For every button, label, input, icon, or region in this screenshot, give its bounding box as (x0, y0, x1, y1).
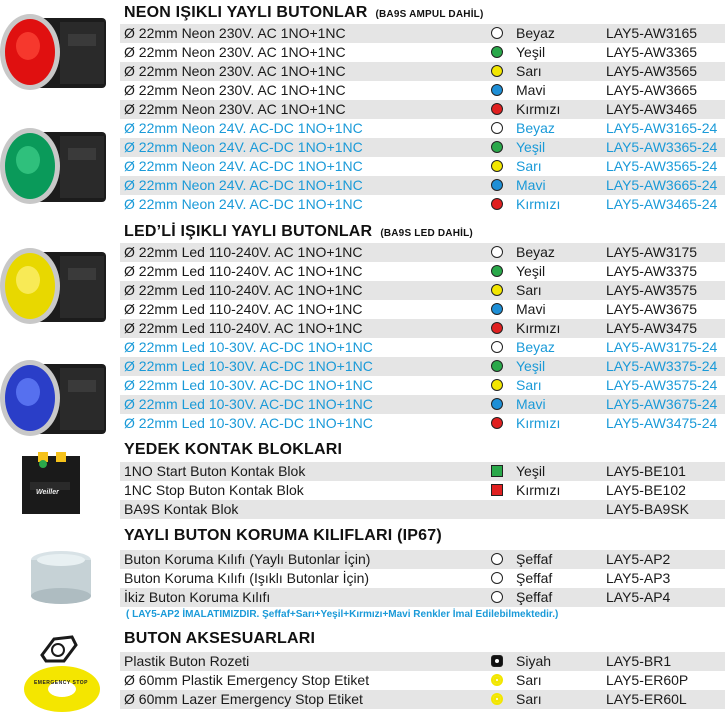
product-description: Ø 22mm Neon 230V. AC 1NO+1NC (124, 82, 346, 98)
product-color: Sarı (516, 672, 542, 688)
color-swatch-icon (491, 398, 503, 410)
table-row (120, 481, 725, 500)
button-rosette-image (36, 633, 80, 663)
color-swatch-icon (491, 417, 503, 429)
table-row (120, 395, 725, 414)
product-code: LAY5-AP2 (606, 551, 671, 567)
product-color: Beyaz (516, 25, 555, 41)
product-description: Ø 22mm Led 110-240V. AC 1NO+1NC (124, 244, 363, 260)
green-neon-button-image (0, 118, 118, 216)
product-code: LAY5-AW3165-24 (606, 120, 718, 136)
emergency-stop-label-text: EMERGENCY STOP (33, 680, 89, 686)
product-description: Ø 22mm Led 110-240V. AC 1NO+1NC (124, 263, 363, 279)
table-row (120, 414, 725, 433)
product-description: Ø 22mm Led 110-240V. AC 1NO+1NC (124, 282, 363, 298)
red-neon-button-image (0, 4, 118, 102)
product-description: Ø 22mm Neon 24V. AC-DC 1NO+1NC (124, 158, 363, 174)
product-color: Şeffaf (516, 570, 553, 586)
product-description: İkiz Buton Koruma Kılıfı (124, 589, 271, 605)
color-swatch-icon (491, 27, 503, 39)
table-row (120, 262, 725, 281)
table-row (120, 24, 725, 43)
color-swatch-icon (491, 341, 503, 353)
product-color: Mavi (516, 82, 546, 98)
product-code: LAY5-AW3575 (606, 282, 698, 298)
product-color: Şeffaf (516, 551, 553, 567)
product-description: Buton Koruma Kılıfı (Işıklı Butonlar İçin) (124, 570, 370, 586)
contacts-section-title (124, 441, 342, 459)
contacts-title-text: YEDEK KONTAK BLOKLARI (124, 441, 343, 458)
neon-title-note: (BA9S AMPUL DAHİL) (375, 9, 484, 20)
color-swatch-icon (491, 674, 503, 686)
product-color: Sarı (516, 282, 542, 298)
product-code: LAY5-BR1 (606, 653, 672, 669)
product-color: Mavi (516, 301, 546, 317)
color-swatch-icon (491, 246, 503, 258)
product-description: Ø 22mm Neon 230V. AC 1NO+1NC (124, 44, 346, 60)
led-title-note: (BA9S LED DAHİL) (380, 228, 473, 239)
product-color: Yeşil (516, 463, 546, 479)
led-section-title (124, 223, 473, 241)
product-color: Kırmızı (516, 320, 561, 336)
product-description: Ø 22mm Neon 230V. AC 1NO+1NC (124, 63, 346, 79)
covers-title-text: YAYLI BUTON KORUMA KILIFLARI (IP67) (124, 527, 442, 544)
covers-section-title (124, 527, 442, 545)
product-code: LAY5-AW3675-24 (606, 396, 718, 412)
product-description: Ø 22mm Led 10-30V. AC-DC 1NO+1NC (124, 358, 373, 374)
product-code: LAY5-AW3665 (606, 82, 698, 98)
color-swatch-icon (491, 360, 503, 372)
product-color: Sarı (516, 158, 542, 174)
accessories-title-text: BUTON AKSESUARLARI (124, 630, 316, 647)
product-color: Kırmızı (516, 196, 561, 212)
product-description: Ø 22mm Led 10-30V. AC-DC 1NO+1NC (124, 415, 373, 431)
product-code: LAY5-ER60L (606, 691, 687, 707)
product-color: Beyaz (516, 339, 555, 355)
led-title-text: LED’Lİ IŞIKLI YAYLI BUTONLAR (124, 223, 373, 240)
table-row (120, 338, 725, 357)
table-row (120, 100, 725, 119)
product-description: Plastik Buton Rozeti (124, 653, 250, 669)
product-color: Mavi (516, 177, 546, 193)
product-description: Ø 22mm Led 10-30V. AC-DC 1NO+1NC (124, 377, 373, 393)
product-description: 1NC Stop Buton Kontak Blok (124, 482, 304, 498)
neon-section-title (124, 4, 484, 22)
product-color: Sarı (516, 377, 542, 393)
product-color: Kırmızı (516, 482, 561, 498)
product-color: Kırmızı (516, 101, 561, 117)
product-code: LAY5-AW3365 (606, 44, 698, 60)
product-code: LAY5-BE102 (606, 482, 686, 498)
table-row (120, 62, 725, 81)
contact-block-image (20, 450, 86, 518)
color-swatch-icon (491, 303, 503, 315)
product-description: Ø 22mm Neon 24V. AC-DC 1NO+1NC (124, 139, 363, 155)
product-description: BA9S Kontak Blok (124, 501, 239, 517)
product-description: Ø 22mm Led 110-240V. AC 1NO+1NC (124, 320, 363, 336)
product-code: LAY5-AW3365-24 (606, 139, 718, 155)
product-code: LAY5-ER60P (606, 672, 689, 688)
table-row (120, 195, 725, 214)
product-color: Sarı (516, 63, 542, 79)
color-swatch-icon (491, 179, 503, 191)
table-row (120, 138, 725, 157)
protective-cover-image (28, 548, 94, 606)
product-color: Yeşil (516, 358, 546, 374)
table-row (120, 357, 725, 376)
product-code: LAY5-AW3475 (606, 320, 698, 336)
product-description: Ø 22mm Neon 24V. AC-DC 1NO+1NC (124, 177, 363, 193)
yellow-led-button-image (0, 238, 118, 336)
color-swatch-icon (491, 103, 503, 115)
table-row (120, 588, 725, 607)
table-row (120, 157, 725, 176)
product-color: Sarı (516, 691, 542, 707)
color-swatch-icon (491, 465, 503, 477)
product-description: Ø 22mm Neon 24V. AC-DC 1NO+1NC (124, 196, 363, 212)
table-row (120, 652, 725, 671)
table-row (120, 281, 725, 300)
color-swatch-icon (491, 198, 503, 210)
product-description: Ø 22mm Led 10-30V. AC-DC 1NO+1NC (124, 339, 373, 355)
color-swatch-icon (491, 591, 503, 603)
color-swatch-icon (491, 122, 503, 134)
product-code: LAY5-AW3175-24 (606, 339, 718, 355)
color-swatch-icon (491, 322, 503, 334)
color-swatch-icon (491, 553, 503, 565)
product-color: Yeşil (516, 263, 546, 279)
table-row (120, 243, 725, 262)
product-code: LAY5-AW3175 (606, 244, 698, 260)
covers-manufacturing-note: ( LAY5-AP2 İMALATIMIZDIR. Şeffaf+Sarı+Yeşil+Kırmızı+Mavi Renkler İmal Edilebilmektedir.) (126, 609, 559, 620)
product-description: Ø 22mm Led 10-30V. AC-DC 1NO+1NC (124, 396, 373, 412)
table-row (120, 690, 725, 709)
product-color: Kırmızı (516, 415, 561, 431)
accessories-section-title (124, 630, 315, 648)
color-swatch-icon (491, 572, 503, 584)
neon-title-text: NEON IŞIKLI YAYLI BUTONLAR (124, 4, 368, 21)
color-swatch-icon (491, 693, 503, 705)
table-row (120, 300, 725, 319)
table-row (120, 319, 725, 338)
color-swatch-icon (491, 160, 503, 172)
table-row (120, 462, 725, 481)
product-code: LAY5-BE101 (606, 463, 686, 479)
contact-block-brand: Weiller (36, 489, 59, 496)
product-code: LAY5-BA9SK (606, 501, 690, 517)
table-row (120, 81, 725, 100)
product-code: LAY5-AW3665-24 (606, 177, 718, 193)
product-description: Ø 22mm Neon 230V. AC 1NO+1NC (124, 25, 346, 41)
product-description: Ø 22mm Neon 230V. AC 1NO+1NC (124, 101, 346, 117)
product-color: Siyah (516, 653, 552, 669)
product-description: Ø 22mm Led 110-240V. AC 1NO+1NC (124, 301, 363, 317)
table-row (120, 376, 725, 395)
color-swatch-icon (491, 284, 503, 296)
product-description: Ø 60mm Plastik Emergency Stop Etiket (124, 672, 370, 688)
color-swatch-icon (491, 265, 503, 277)
product-code: LAY5-AW3575-24 (606, 377, 718, 393)
product-color: Şeffaf (516, 589, 553, 605)
color-swatch-icon (491, 141, 503, 153)
color-swatch-icon (491, 484, 503, 496)
table-row (120, 176, 725, 195)
product-color: Beyaz (516, 244, 555, 260)
table-row (120, 569, 725, 588)
product-description: 1NO Start Buton Kontak Blok (124, 463, 306, 479)
product-code: LAY5-AW3465 (606, 101, 698, 117)
product-code: LAY5-AW3375-24 (606, 358, 718, 374)
product-description: Ø 22mm Neon 24V. AC-DC 1NO+1NC (124, 120, 363, 136)
table-row (120, 43, 725, 62)
product-code: LAY5-AW3165 (606, 25, 698, 41)
product-code: LAY5-AW3465-24 (606, 196, 718, 212)
color-swatch-icon (491, 46, 503, 58)
table-row (120, 671, 725, 690)
product-code: LAY5-AW3375 (606, 263, 698, 279)
product-code: LAY5-AP4 (606, 589, 671, 605)
color-swatch-icon (491, 84, 503, 96)
table-row (120, 550, 725, 569)
product-code: LAY5-AW3675 (606, 301, 698, 317)
product-code: LAY5-AP3 (606, 570, 671, 586)
product-code: LAY5-AW3565 (606, 63, 698, 79)
product-color: Yeşil (516, 44, 546, 60)
product-description: Ø 60mm Lazer Emergency Stop Etiket (124, 691, 363, 707)
table-row (120, 500, 725, 519)
color-swatch-icon (491, 379, 503, 391)
product-color: Yeşil (516, 139, 546, 155)
color-swatch-icon (491, 65, 503, 77)
color-swatch-icon (491, 655, 503, 667)
product-code: LAY5-AW3475-24 (606, 415, 718, 431)
product-description: Buton Koruma Kılıfı (Yaylı Butonlar İçin) (124, 551, 371, 567)
table-row (120, 119, 725, 138)
product-code: LAY5-AW3565-24 (606, 158, 718, 174)
blue-led-button-image (0, 350, 118, 448)
product-color: Beyaz (516, 120, 555, 136)
product-color: Mavi (516, 396, 546, 412)
